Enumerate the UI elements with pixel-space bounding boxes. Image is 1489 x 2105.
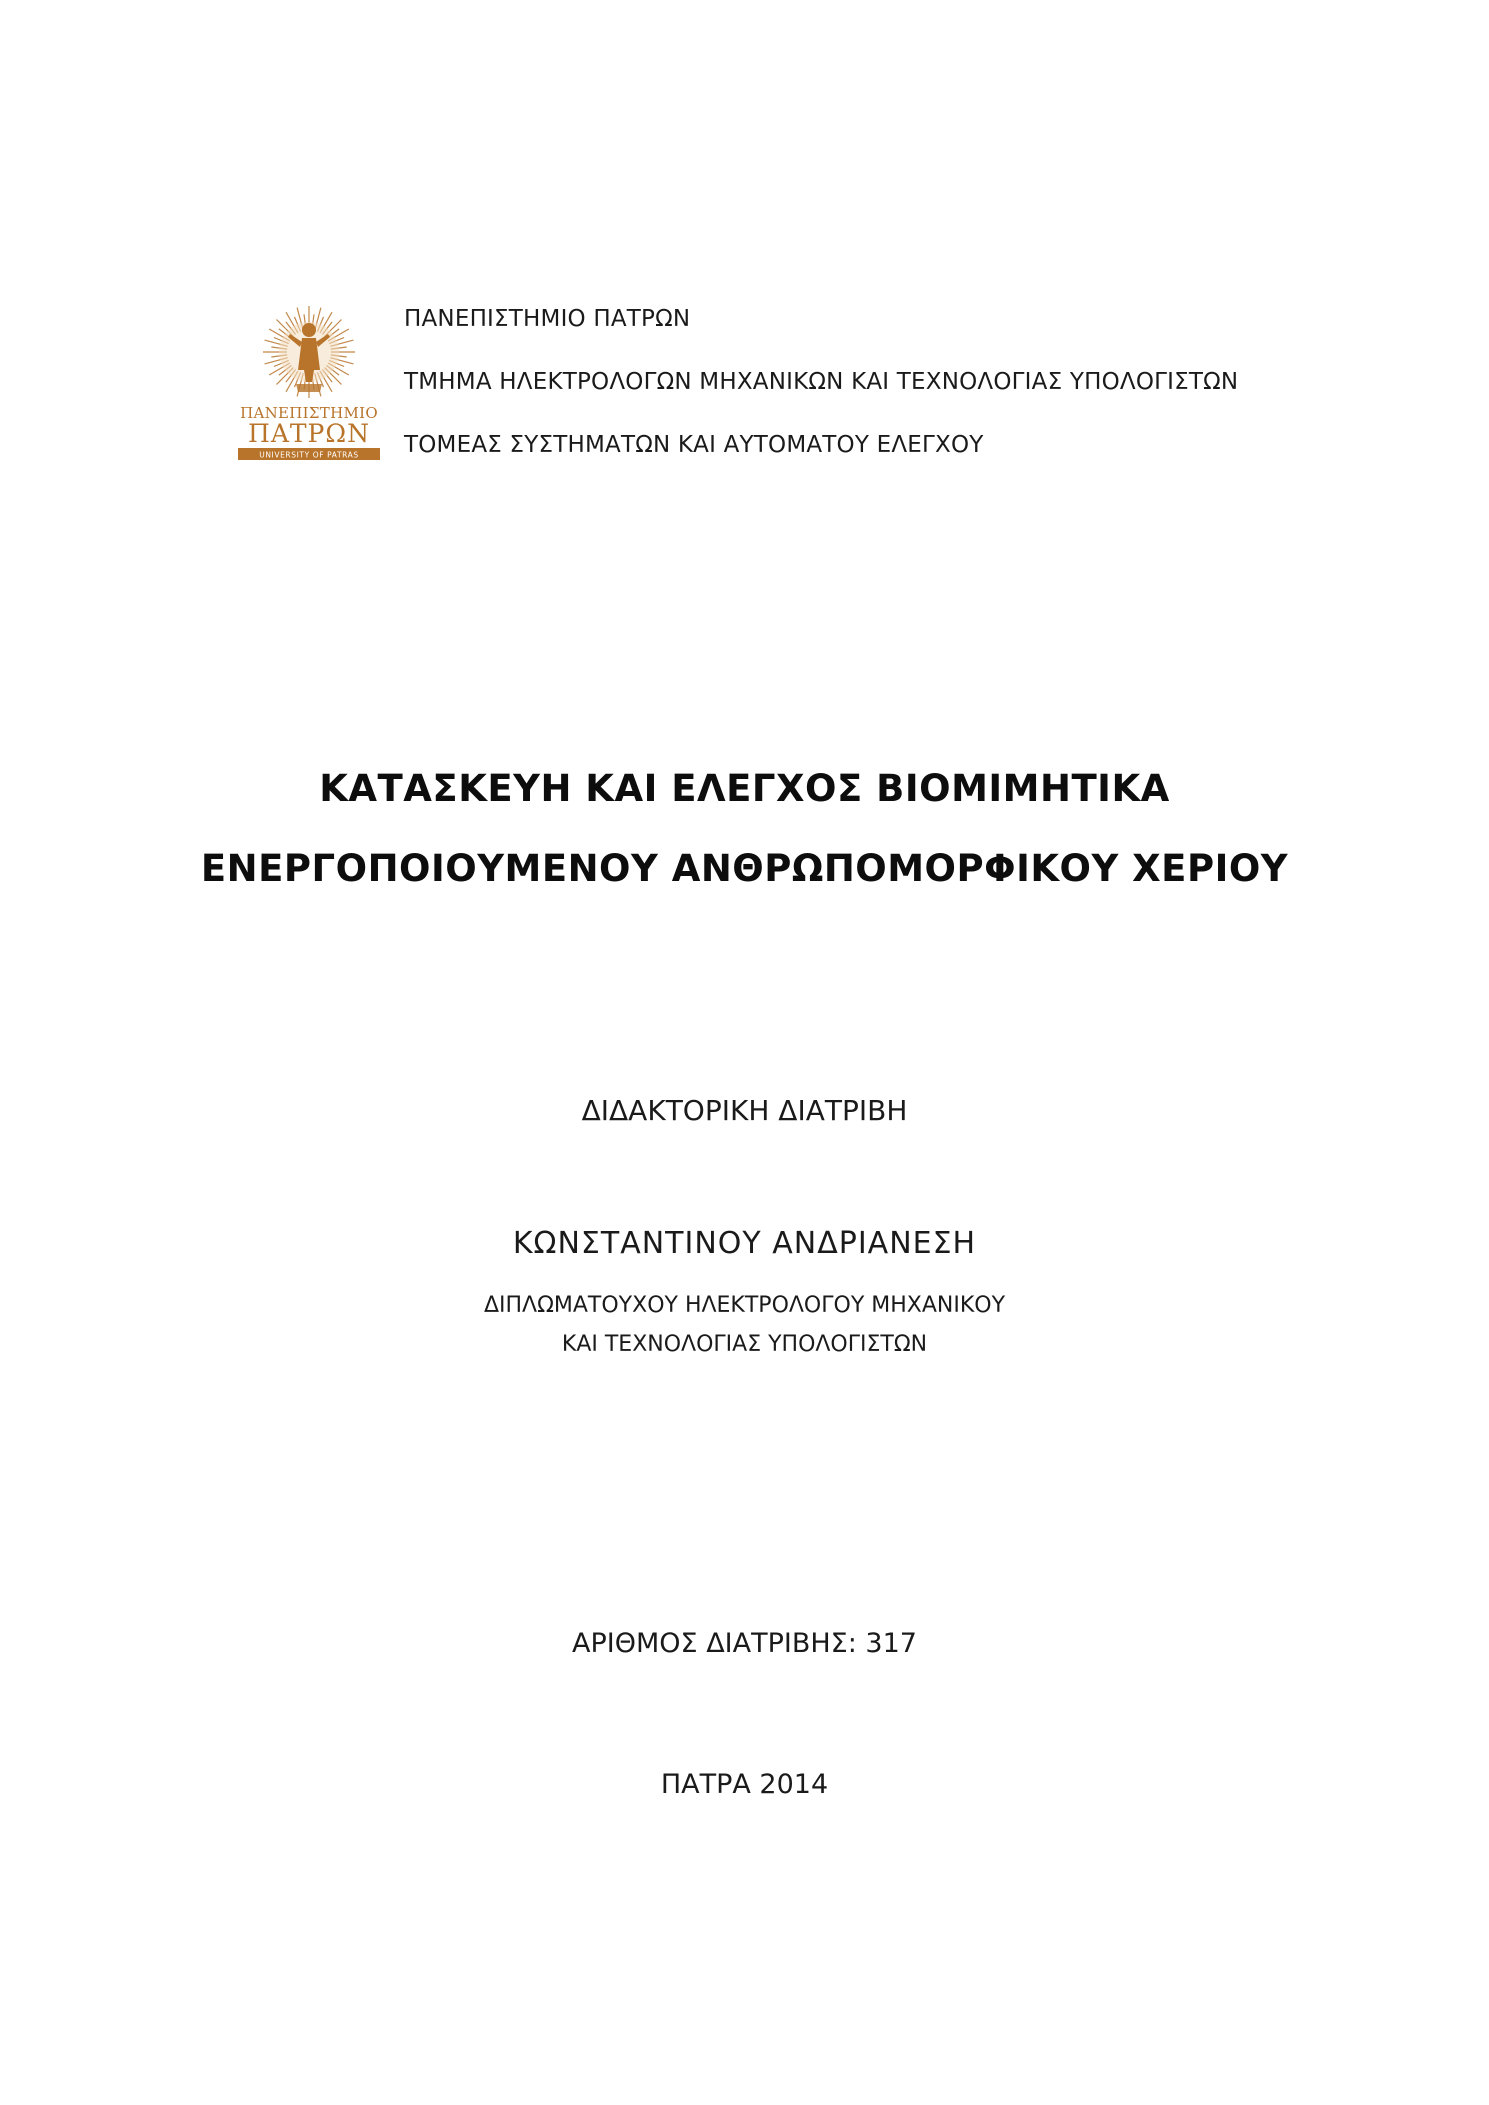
university-name: ΠΑΝΕΠΙΣΤΗΜΙΟ ΠΑΤΡΩΝ xyxy=(404,306,691,332)
university-logo xyxy=(236,300,382,464)
thesis-type: ΔΙΔΑΚΤΟΡΙΚΗ ΔΙΑΤΡΙΒΗ xyxy=(581,1094,908,1127)
place-and-year: ΠΑΤΡΑ 2014 xyxy=(660,1769,829,1800)
thesis-number: ΑΡΙΘΜΟΣ ΔΙΑΤΡΙΒΗΣ: 317 xyxy=(572,1628,917,1659)
author-degree-line-2: ΚΑΙ ΤΕΧΝΟΛΟΓΙΑΣ ΥΠΟΛΟΓΙΣΤΩΝ xyxy=(561,1332,928,1357)
author-degree-line-1: ΔΙΠΛΩΜΑΤΟΥΧΟΥ ΗΛΕΚΤΡΟΛΟΓΟΥ ΜΗΧΑΝΙΚΟΥ xyxy=(483,1293,1006,1318)
svg-text:ΠΑΝΕΠΙΣΤΗΜΙΟ: ΠΑΝΕΠΙΣΤΗΜΙΟ xyxy=(240,404,378,422)
svg-text:UNIVERSITY OF PATRAS: UNIVERSITY OF PATRAS xyxy=(259,450,359,460)
thesis-title-line-2: ΕΝΕΡΓΟΠΟΙΟΥΜΕΝΟΥ ΑΝΘΡΩΠΟΜΟΡΦΙΚΟΥ ΧΕΡΙΟΥ xyxy=(200,847,1289,890)
thesis-title-line-1: ΚΑΤΑΣΚΕΥΗ ΚΑΙ ΕΛΕΓΧΟΣ ΒΙΟΜΙΜΗΤΙΚΑ xyxy=(319,767,1170,810)
department-name: ΤΜΗΜΑ ΗΛΕΚΤΡΟΛΟΓΩΝ ΜΗΧΑΝΙΚΩΝ ΚΑΙ ΤΕΧΝΟΛΟΓΙΑΣ ΥΠΟΛΟΓΙΣΤΩΝ xyxy=(404,369,1239,395)
svg-text:ΠΑΤΡΩΝ: ΠΑΤΡΩΝ xyxy=(248,419,370,448)
author-name: ΚΩΝΣΤΑΝΤΙΝΟΥ ΑΝΔΡΙΑΝΕΣΗ xyxy=(512,1226,977,1261)
division-name: ΤΟΜΕΑΣ ΣΥΣΤΗΜΑΤΩΝ ΚΑΙ ΑΥΤΟΜΑΤΟΥ ΕΛΕΓΧΟΥ xyxy=(404,432,984,458)
